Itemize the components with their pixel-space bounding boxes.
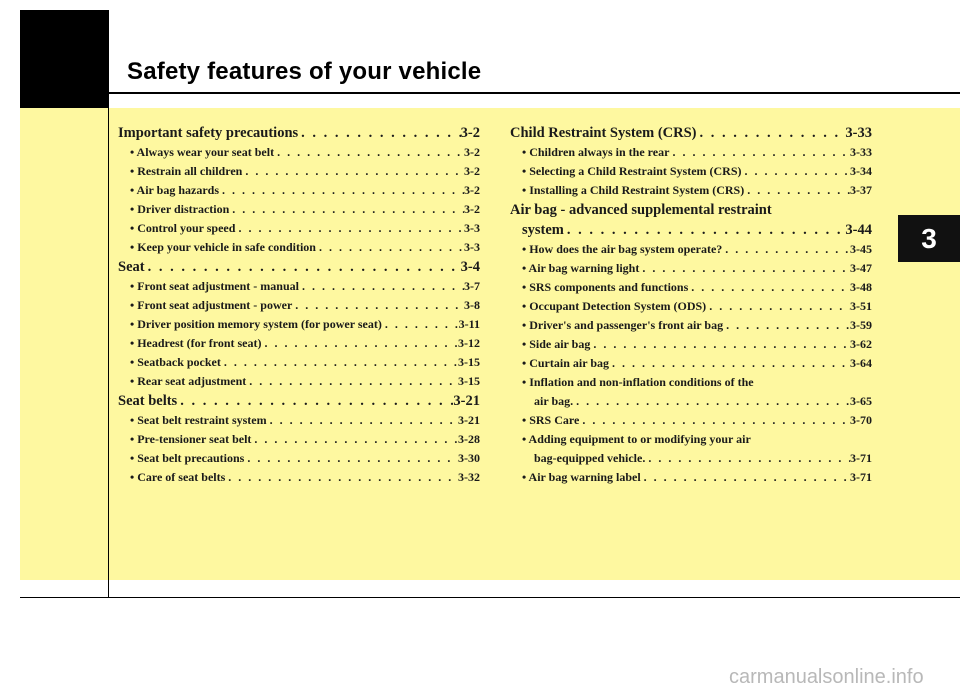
toc-heading[interactable]: Important safety precautions . . . 3-2	[118, 124, 480, 143]
toc-item[interactable]: • Air bag warning label . . . 3-71	[510, 468, 872, 487]
toc-item[interactable]: • Rear seat adjustment . . . 3-15	[118, 372, 480, 391]
title-underline	[109, 92, 960, 94]
toc-item[interactable]: • Installing a Child Restraint System (CRS) . . . 3-37	[510, 181, 872, 200]
toc-item[interactable]: • Side air bag . . . 3-62	[510, 335, 872, 354]
toc-heading-crs[interactable]: Child Restraint System (CRS) . . . 3-33	[510, 124, 872, 143]
toc-item[interactable]: • Children always in the rear . . . 3-33	[510, 143, 872, 162]
footer-rule	[20, 597, 960, 598]
toc-item[interactable]: • Keep your vehicle in safe condition . . . 3-3	[118, 238, 480, 257]
toc-item[interactable]: • Air bag warning light . . . 3-47	[510, 259, 872, 278]
toc-item[interactable]: • Headrest (for front seat) . . . 3-12	[118, 334, 480, 353]
toc-item[interactable]: • Care of seat belts . . . 3-32	[118, 468, 480, 487]
toc-item-inflation-line1[interactable]: • Inflation and non-inflation conditions of the	[522, 375, 754, 389]
toc-item[interactable]: • Pre-tensioner seat belt . . . 3-28	[118, 430, 480, 449]
toc-item[interactable]: • Front seat adjustment - power . . . 3-8	[118, 296, 480, 315]
toc-heading[interactable]: Seat . . . 3-4	[118, 258, 480, 277]
toc-item[interactable]: • Air bag hazards . . . 3-2	[118, 181, 480, 200]
page-title: Safety features of your vehicle	[127, 58, 482, 85]
toc-item-adding-line1[interactable]: • Adding equipment to or modifying your air	[522, 432, 751, 446]
toc-heading-airbag-line1[interactable]: Air bag - advanced supplemental restraint	[510, 202, 772, 218]
toc-item[interactable]: • Driver position memory system (for power seat) . . . 3-11	[118, 315, 480, 334]
toc-item[interactable]: • SRS Care . . . 3-70	[510, 411, 872, 430]
toc-left-column	[118, 124, 480, 487]
toc-item[interactable]: • Occupant Detection System (ODS) . . . 3-51	[510, 297, 872, 316]
toc-item[interactable]: • Selecting a Child Restraint System (CRS) . . . 3-34	[510, 162, 872, 181]
toc-item[interactable]: • Always wear your seat belt . . . 3-2	[118, 143, 480, 162]
toc-item[interactable]: • Restrain all children . . . 3-2	[118, 162, 480, 181]
toc-item[interactable]: • Seat belt restraint system . . . 3-21	[118, 411, 480, 430]
toc-item[interactable]: • Driver distraction . . . 3-2	[118, 200, 480, 219]
toc-item-inflation-line2[interactable]: air bag. . . . 3-65	[510, 392, 872, 411]
toc-item[interactable]: • Seatback pocket . . . 3-15	[118, 353, 480, 372]
toc-right-column	[510, 124, 872, 487]
toc-item[interactable]: • Front seat adjustment - manual . . . 3-7	[118, 277, 480, 296]
toc-item[interactable]: • Seat belt precautions . . . 3-30	[118, 449, 480, 468]
toc-item[interactable]: • How does the air bag system operate? . . . 3-45	[510, 240, 872, 259]
chapter-tab[interactable]: 3	[898, 215, 960, 262]
header-black-block	[20, 10, 109, 109]
toc-heading-airbag-line2[interactable]: system . . . 3-44	[510, 221, 872, 240]
toc-item[interactable]: • Control your speed . . . 3-3	[118, 219, 480, 238]
toc-item[interactable]: • Curtain air bag . . . 3-64	[510, 354, 872, 373]
toc-item[interactable]: • SRS components and functions . . . 3-48	[510, 278, 872, 297]
toc-item-adding-line2[interactable]: bag-equipped vehicle. . . . 3-71	[510, 449, 872, 468]
toc-heading[interactable]: Seat belts . . . 3-21	[118, 392, 480, 411]
watermark: carmanualsonline.info	[729, 666, 924, 688]
toc-item[interactable]: • Driver's and passenger's front air bag . . . 3-59	[510, 316, 872, 335]
left-margin-rule	[108, 108, 109, 598]
